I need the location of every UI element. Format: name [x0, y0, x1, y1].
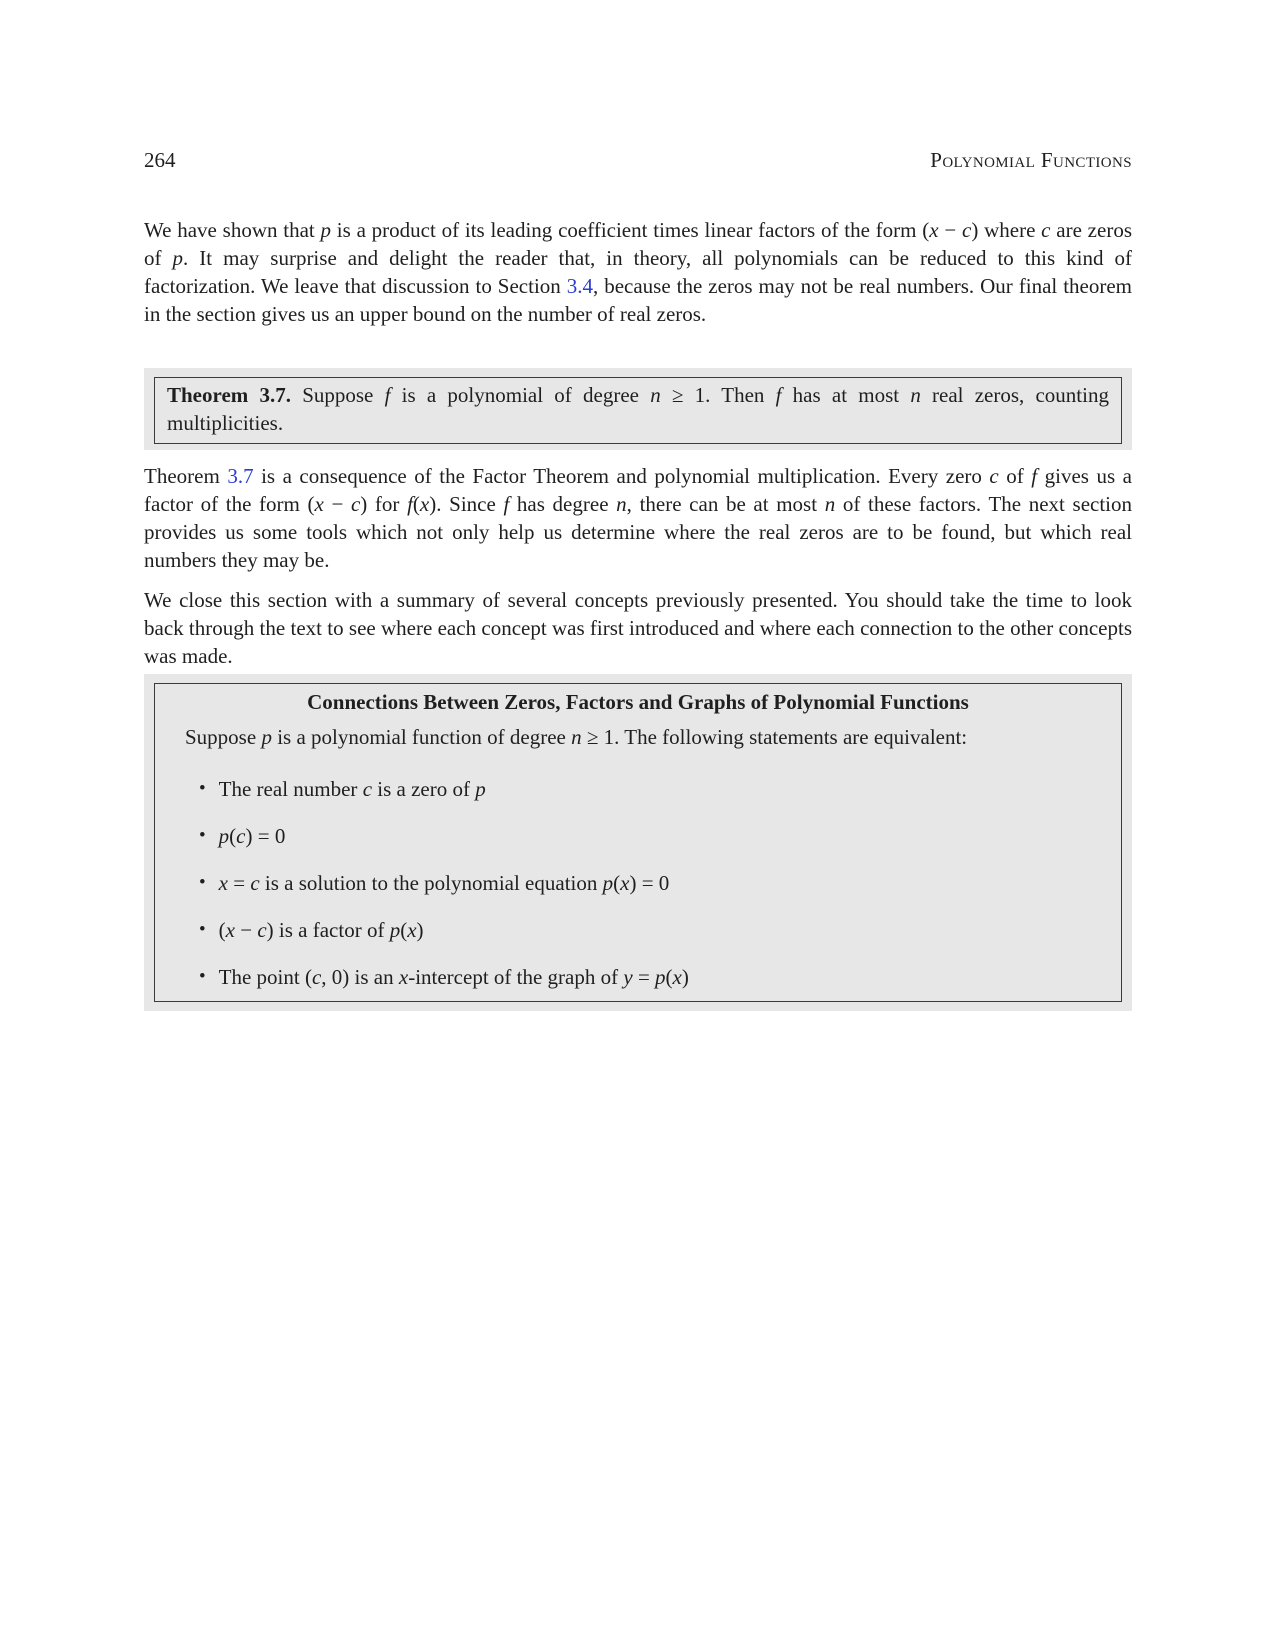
text-segment: f [775, 383, 782, 407]
text-segment: real zeros, counting multiplicities. [167, 383, 1109, 435]
text-segment: We have shown that [144, 218, 321, 242]
text-segment: p [261, 725, 272, 749]
text-segment: gives us a factor of the form ( [144, 464, 1132, 516]
list-item [199, 869, 1105, 897]
bullet-text [219, 916, 424, 944]
paragraph-section-close [144, 586, 1132, 670]
text-segment: ) for [360, 492, 408, 516]
section-link[interactable]: 3.7 [227, 464, 254, 488]
text-segment: p [389, 918, 401, 942]
text-segment: c [362, 777, 373, 801]
text-segment: = [632, 965, 656, 989]
connections-bullet-list [171, 775, 1105, 991]
list-item [199, 775, 1105, 803]
text-segment: n [910, 383, 921, 407]
bullet-icon: • [199, 872, 206, 893]
connections-box [144, 674, 1132, 1011]
text-segment: x [225, 918, 235, 942]
text-segment: c [350, 492, 361, 516]
text-segment: p [172, 246, 184, 270]
text-segment: x [407, 918, 417, 942]
bullet-icon: • [199, 966, 206, 987]
text-segment: is a product of its leading coefficient times linear factors of the form ( [331, 218, 930, 242]
theorem-box-inner [154, 377, 1122, 444]
text-segment: c [1041, 218, 1051, 242]
theorem-box [144, 368, 1132, 450]
bullet-icon: • [199, 778, 206, 799]
text-segment: of these factors. The next section provides us some tools which not only help us determine where the real zeros are to be found, but which real numbers they may be. [144, 492, 1133, 572]
list-item [199, 963, 1105, 991]
text-segment: c [250, 871, 260, 895]
paragraph-factorization [144, 216, 1132, 328]
text-segment: x [218, 871, 228, 895]
bullet-icon: • [199, 919, 206, 940]
text-segment: n [824, 492, 836, 516]
text-segment: ( [412, 492, 420, 516]
text-segment: has at most [781, 383, 911, 407]
text-segment: f [407, 492, 413, 516]
text-segment: is a polynomial of degree [390, 383, 651, 407]
text-segment: x [620, 871, 630, 895]
text-segment: , because the zeros may not be real numbers. Our final theorem in the section gives us an upper bound on the number of real zeros. [144, 274, 1133, 326]
text-segment: f [1031, 464, 1038, 488]
text-segment: Theorem 3.7. [167, 383, 291, 407]
text-segment: − [938, 218, 962, 242]
text-segment: c [962, 218, 972, 242]
text-segment: c [989, 464, 999, 488]
text-segment: x [314, 492, 324, 516]
text-segment: The real number [218, 777, 363, 801]
text-segment: ( [400, 918, 408, 942]
text-segment: We close this section with a summary of several concepts previously presented. You should take the time to look back through the text to see where each concept was first introduced and where each connection to the other concepts was made. [144, 588, 1132, 668]
bullet-text [219, 822, 286, 850]
text-segment: c [311, 965, 322, 989]
text-segment: c [236, 824, 246, 848]
text-segment: -intercept of the graph of [408, 965, 624, 989]
text-segment: x [419, 492, 430, 516]
text-segment: Suppose [290, 383, 385, 407]
text-segment: of [998, 464, 1032, 488]
text-segment: ) = 0 [629, 871, 670, 895]
text-segment: ≥ 1. Then [660, 383, 776, 407]
theorem-text [167, 381, 1109, 437]
text-segment: c [257, 918, 267, 942]
text-segment: n [650, 383, 661, 407]
connections-box-intro [171, 723, 1105, 751]
text-segment: ( [218, 918, 226, 942]
text-segment: − [323, 492, 351, 516]
bullet-icon: • [199, 825, 206, 846]
text-segment: n [571, 725, 582, 749]
text-segment: ). Since [429, 492, 504, 516]
list-item [199, 822, 1105, 850]
text-segment: ) is a factor of [266, 918, 390, 942]
text-segment: . It may surprise and delight the reader that, in theory, all polynomials can be reduced to this kind of factorization. We leave that discussion to Section [144, 246, 1132, 298]
text-segment: p [602, 871, 614, 895]
text-segment: n [616, 492, 627, 516]
text-segment: p [655, 965, 666, 989]
text-segment: f [503, 492, 510, 516]
text-segment: p [475, 777, 486, 801]
running-title: Polynomial Functions [930, 148, 1132, 172]
text-segment: is a zero of [372, 777, 476, 801]
list-item [199, 916, 1105, 944]
text-segment: x [398, 965, 409, 989]
text-segment: = [227, 871, 251, 895]
text-segment: , there can be at most [626, 492, 825, 516]
text-segment: The point ( [218, 965, 312, 989]
text-segment: are zeros of [144, 218, 1132, 270]
text-segment: p [218, 824, 230, 848]
text-segment: ) [681, 965, 689, 989]
text-segment: is a solution to the polynomial equation [259, 871, 603, 895]
text-segment: , 0) is an [321, 965, 399, 989]
bullet-text [219, 869, 670, 897]
text-segment: ( [613, 871, 621, 895]
text-segment: ) [416, 918, 424, 942]
text-segment: Theorem [144, 464, 228, 488]
text-segment: y [623, 965, 633, 989]
connections-box-title: Connections Between Zeros, Factors and Graphs of Polynomial Functions [307, 690, 969, 714]
text-segment: ) = 0 [245, 824, 286, 848]
page-header [144, 148, 1132, 173]
text-segment: Suppose [185, 725, 262, 749]
paragraph-theorem-discussion [144, 462, 1132, 574]
text-segment: has degree [509, 492, 617, 516]
text-segment: x [672, 965, 682, 989]
bullet-text [219, 963, 689, 991]
text-segment: ( [229, 824, 237, 848]
text-segment: ≥ 1. The following statements are equivalent: [581, 725, 968, 749]
text-segment: is a polynomial function of degree [271, 725, 572, 749]
page-number: 264 [144, 148, 176, 172]
text-segment: is a consequence of the Factor Theorem and polynomial multiplication. Every zero [253, 464, 990, 488]
text-segment: p [320, 218, 332, 242]
text-segment: x [929, 218, 939, 242]
text-segment: ( [665, 965, 673, 989]
connections-box-inner [154, 683, 1122, 1002]
text-segment: ) where [971, 218, 1042, 242]
section-link[interactable]: 3.4 [566, 274, 594, 298]
bullet-text [219, 775, 486, 803]
text-segment: f [384, 383, 391, 407]
text-segment: − [234, 918, 258, 942]
